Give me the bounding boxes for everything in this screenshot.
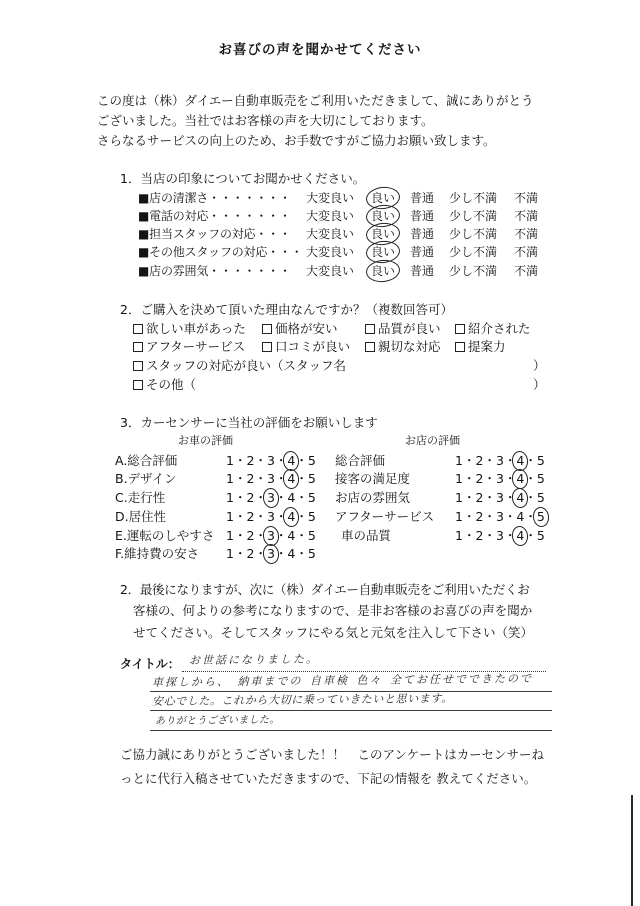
- separator: ・: [274, 546, 288, 561]
- rating-1: 1: [455, 509, 463, 524]
- option-average: 普通: [410, 227, 435, 241]
- option-slightly-dissatisfied: 少し不満: [449, 209, 498, 223]
- rating-1: 1: [226, 453, 234, 468]
- rating-label: 車の品質: [341, 528, 392, 543]
- separator: ・: [483, 490, 496, 505]
- separator: ・: [503, 490, 517, 505]
- rating-5: 5: [307, 471, 316, 486]
- option-slightly-dissatisfied: 少し不満: [449, 227, 498, 241]
- rating-label: お店の雰囲気: [335, 490, 411, 505]
- rating-1: 1: [226, 528, 234, 543]
- q1-heading: 1．当店の印象についてお聞かせください。: [120, 171, 366, 186]
- option-label: 提案力: [468, 339, 506, 354]
- rating-3: 3: [495, 471, 504, 486]
- q1-row-staff: [0, 226, 640, 242]
- option-label: 紹介された: [468, 321, 531, 336]
- rating-label: 接客の満足度: [335, 471, 411, 486]
- separator: ・: [503, 509, 517, 524]
- separator: ・: [254, 509, 267, 524]
- other-close-paren: ）: [533, 377, 546, 392]
- separator: ・: [483, 453, 496, 468]
- option-average: 普通: [410, 209, 435, 223]
- q4-line-1: 2．最後になりますが、次に（株）ダイエー自動車販売をご利用いただくお: [120, 582, 530, 597]
- rating-5: 5: [536, 490, 545, 505]
- rating-5: 5: [536, 453, 545, 468]
- rating-scale: [455, 471, 545, 487]
- intro-line-1: この度は（株）ダイエー自動車販売をご利用いただきまして、誠にありがとう: [97, 93, 534, 108]
- rating-5: 5: [307, 509, 316, 524]
- checkbox: [262, 324, 272, 334]
- option-slightly-dissatisfied: 少し不満: [449, 264, 498, 278]
- answer-rule-2: [150, 710, 552, 711]
- car-rating-heading: お車の評価: [178, 434, 233, 447]
- rating-scale: [455, 490, 545, 506]
- q1-row-label: ■担当スタッフの対応・・・: [138, 227, 291, 241]
- page-title: お喜びの声を聞かせてください: [218, 42, 422, 58]
- rating-5: 5: [536, 528, 545, 543]
- rating-2: 2: [246, 490, 255, 505]
- q4-line-3: せてください。そしてスタッフにやる気と元気を注入して下さい（笑）: [133, 625, 534, 640]
- checkbox: [455, 342, 465, 352]
- shop-rating-row: [0, 528, 640, 544]
- rating-5: 5: [307, 546, 316, 561]
- separator: ・: [503, 471, 517, 486]
- rating-2: 2: [246, 471, 255, 486]
- rating-3: 3: [266, 471, 275, 486]
- separator: ・: [483, 509, 496, 524]
- checkbox: [133, 361, 143, 371]
- separator: ・: [462, 509, 476, 524]
- q1-row-other-staff: [0, 244, 640, 260]
- option-good: 良い: [371, 209, 396, 223]
- rating-label: C.走行性: [115, 490, 166, 505]
- rating-scale: [455, 528, 545, 544]
- intro-line-3: さらなるサービスの向上のため、お手数ですがご協力お願い致します。: [97, 133, 496, 148]
- rating-4: 4: [516, 490, 525, 505]
- rating-2: 2: [246, 509, 255, 524]
- q1-row-cleanliness: [0, 190, 640, 206]
- rating-1: 1: [226, 509, 234, 524]
- rating-4: 4: [287, 453, 296, 468]
- title-label: タイトル：: [120, 657, 180, 671]
- option-proposal: [455, 339, 506, 355]
- rating-4: 4: [287, 471, 296, 486]
- option-dissatisfied: 不満: [514, 191, 539, 205]
- option-label: スタッフの対応が良い（スタッフ名: [146, 358, 347, 373]
- rating-label: B.デザイン: [115, 471, 177, 486]
- checkbox: [262, 342, 272, 352]
- rating-4: 4: [287, 509, 296, 524]
- staff-name-close-paren: ）: [533, 358, 546, 373]
- separator: ・: [295, 453, 308, 468]
- rating-1: 1: [226, 546, 234, 561]
- separator: ・: [274, 453, 288, 468]
- option-after-service: [133, 339, 245, 355]
- separator: ・: [274, 490, 288, 505]
- option-very-good: 大変良い: [306, 264, 355, 278]
- option-referral: [455, 321, 531, 337]
- rating-4: 4: [516, 528, 525, 543]
- rating-label: F.維持費の安さ: [115, 546, 200, 561]
- option-label: 口コミが良い: [275, 339, 351, 354]
- separator: ・: [524, 490, 537, 505]
- rating-1: 1: [226, 490, 234, 505]
- rating-1: 1: [455, 528, 463, 543]
- separator: ・: [503, 453, 517, 468]
- option-good-quality: [365, 321, 441, 337]
- option-average: 普通: [410, 264, 435, 278]
- rating-4: 4: [287, 546, 296, 561]
- rating-3: 3: [495, 509, 504, 524]
- option-cheap-price: [262, 321, 338, 337]
- separator: ・: [462, 528, 476, 543]
- q2-heading: 2．ご購入を決めて頂いた理由なんですか？（複数回答可）: [120, 302, 453, 317]
- rating-1: 1: [455, 453, 463, 468]
- separator: ・: [295, 528, 308, 543]
- footer-line-2: っとに代行入稿させていただきますので、下記の情報を 教えてください。: [120, 771, 537, 786]
- rating-2: 2: [475, 453, 484, 468]
- option-dissatisfied: 不満: [514, 227, 539, 241]
- q1-row-atmosphere: [0, 263, 640, 279]
- option-dissatisfied: 不満: [514, 209, 539, 223]
- rating-2: 2: [246, 546, 255, 561]
- rating-5: 5: [307, 490, 316, 505]
- rating-label: A.総合評価: [115, 453, 178, 468]
- option-very-good: 大変良い: [306, 191, 355, 205]
- separator: ・: [295, 509, 308, 524]
- separator: ・: [254, 453, 267, 468]
- rating-2: 2: [475, 471, 484, 486]
- shop-rating-row: [0, 471, 640, 487]
- option-good: 良い: [371, 264, 396, 278]
- separator: ・: [233, 453, 247, 468]
- separator: ・: [524, 471, 537, 486]
- handwritten-line-1: 車探しから、 納車までの 自車検 色々 全てお任せでできたので: [151, 672, 534, 689]
- rating-3: 3: [495, 453, 504, 468]
- option-label: アフターサービス: [146, 339, 246, 354]
- rating-4: 4: [287, 528, 296, 543]
- option-staff-response: [133, 358, 346, 374]
- checkbox: [455, 324, 465, 334]
- rating-3: 3: [266, 453, 275, 468]
- separator: ・: [274, 471, 288, 486]
- rating-4: 4: [516, 509, 525, 524]
- separator: ・: [524, 528, 537, 543]
- separator: ・: [274, 509, 288, 524]
- separator: ・: [254, 546, 267, 561]
- handwritten-line-2: 安心でした。これから大切に乗っていきたいと思います。: [151, 691, 453, 708]
- rating-4: 4: [516, 453, 525, 468]
- option-label: 親切な対応: [378, 339, 441, 354]
- option-other: [133, 377, 196, 393]
- option-average: 普通: [410, 191, 435, 205]
- rating-3: 3: [266, 528, 275, 543]
- separator: ・: [462, 471, 476, 486]
- rating-scale: [455, 453, 545, 469]
- rating-5: 5: [536, 471, 545, 486]
- checkbox: [365, 342, 375, 352]
- separator: ・: [462, 453, 476, 468]
- scan-edge-line: [631, 795, 633, 906]
- rating-5: 5: [536, 509, 545, 524]
- footer-line-1: ご協力誠にありがとうございました！！ このアンケートはカーセンサーね: [120, 747, 545, 762]
- checkbox: [365, 324, 375, 334]
- rating-2: 2: [475, 509, 484, 524]
- rating-4: 4: [516, 471, 525, 486]
- rating-2: 2: [475, 490, 484, 505]
- separator: ・: [233, 509, 247, 524]
- q3-heading: 3．カーセンサーに当社の評価をお願いします: [120, 415, 378, 430]
- rating-label: D.居住性: [115, 509, 167, 524]
- q1-row-label: ■店の清潔さ・・・・・・・: [138, 191, 291, 205]
- rating-3: 3: [266, 509, 275, 524]
- option-very-good: 大変良い: [306, 227, 355, 241]
- option-good: 良い: [371, 227, 396, 241]
- option-average: 普通: [410, 245, 435, 259]
- option-good: 良い: [371, 245, 396, 259]
- rating-scale: [455, 509, 545, 525]
- rating-5: 5: [307, 453, 316, 468]
- rating-2: 2: [475, 528, 484, 543]
- rating-label: アフターサービス: [335, 509, 435, 524]
- rating-label: 総合評価: [335, 453, 386, 468]
- rating-1: 1: [226, 471, 234, 486]
- rating-label: E.運転のしやすさ: [115, 528, 215, 543]
- separator: ・: [254, 490, 267, 505]
- handwritten-line-3: ありがとうございました。: [154, 714, 280, 727]
- checkbox: [133, 324, 143, 334]
- option-slightly-dissatisfied: 少し不満: [449, 191, 498, 205]
- rating-4: 4: [287, 490, 296, 505]
- rating-3: 3: [266, 546, 275, 561]
- separator: ・: [524, 509, 537, 524]
- rating-1: 1: [455, 490, 463, 505]
- shop-rating-heading: お店の評価: [405, 434, 460, 447]
- separator: ・: [254, 471, 267, 486]
- checkbox: [133, 380, 143, 390]
- separator: ・: [295, 490, 308, 505]
- rating-3: 3: [495, 528, 504, 543]
- option-kind-service: [365, 339, 441, 355]
- rating-scale: [226, 546, 316, 562]
- option-wanted-car: [133, 321, 246, 337]
- option-good: 良い: [371, 191, 396, 205]
- option-dissatisfied: 不満: [514, 245, 539, 259]
- shop-rating-row: [0, 453, 640, 469]
- separator: ・: [483, 471, 496, 486]
- option-dissatisfied: 不満: [514, 264, 539, 278]
- q4-line-2: 客様の、何よりの参考になりますので、是非お客様のお喜びの声を聞か: [133, 603, 533, 618]
- option-very-good: 大変良い: [306, 209, 355, 223]
- separator: ・: [233, 528, 247, 543]
- checkbox: [133, 342, 143, 352]
- option-label: 価格が安い: [275, 321, 338, 336]
- separator: ・: [233, 490, 247, 505]
- separator: ・: [274, 528, 288, 543]
- rating-1: 1: [455, 471, 463, 486]
- rating-3: 3: [266, 490, 275, 505]
- q1-row-label: ■その他スタッフの対応・・・: [138, 245, 303, 259]
- separator: ・: [295, 471, 308, 486]
- separator: ・: [462, 490, 476, 505]
- option-label: 品質が良い: [378, 321, 441, 336]
- shop-rating-row: [0, 509, 640, 525]
- q1-row-label: ■電話の対応・・・・・・・: [138, 209, 291, 223]
- q1-row-phone: [0, 208, 640, 224]
- shop-rating-row: [0, 490, 640, 506]
- rating-5: 5: [307, 528, 316, 543]
- separator: ・: [233, 546, 247, 561]
- option-good-reviews: [262, 339, 350, 355]
- separator: ・: [254, 528, 267, 543]
- q1-row-label: ■店の雰囲気・・・・・・・: [138, 264, 291, 278]
- option-slightly-dissatisfied: 少し不満: [449, 245, 498, 259]
- answer-rule-3: [150, 730, 552, 731]
- separator: ・: [483, 528, 496, 543]
- separator: ・: [295, 546, 308, 561]
- separator: ・: [503, 528, 517, 543]
- handwritten-title: お世話になりました。: [188, 652, 320, 667]
- separator: ・: [524, 453, 537, 468]
- option-label: 欲しい車があった: [146, 321, 246, 336]
- option-very-good: 大変良い: [306, 245, 355, 259]
- rating-3: 3: [495, 490, 504, 505]
- car-rating-row: [0, 546, 640, 562]
- option-label: その他（: [146, 377, 197, 392]
- separator: ・: [233, 471, 247, 486]
- rating-2: 2: [246, 453, 255, 468]
- intro-line-2: ございました。当社ではお客様の声を大切にしております。: [97, 113, 434, 128]
- rating-2: 2: [246, 528, 255, 543]
